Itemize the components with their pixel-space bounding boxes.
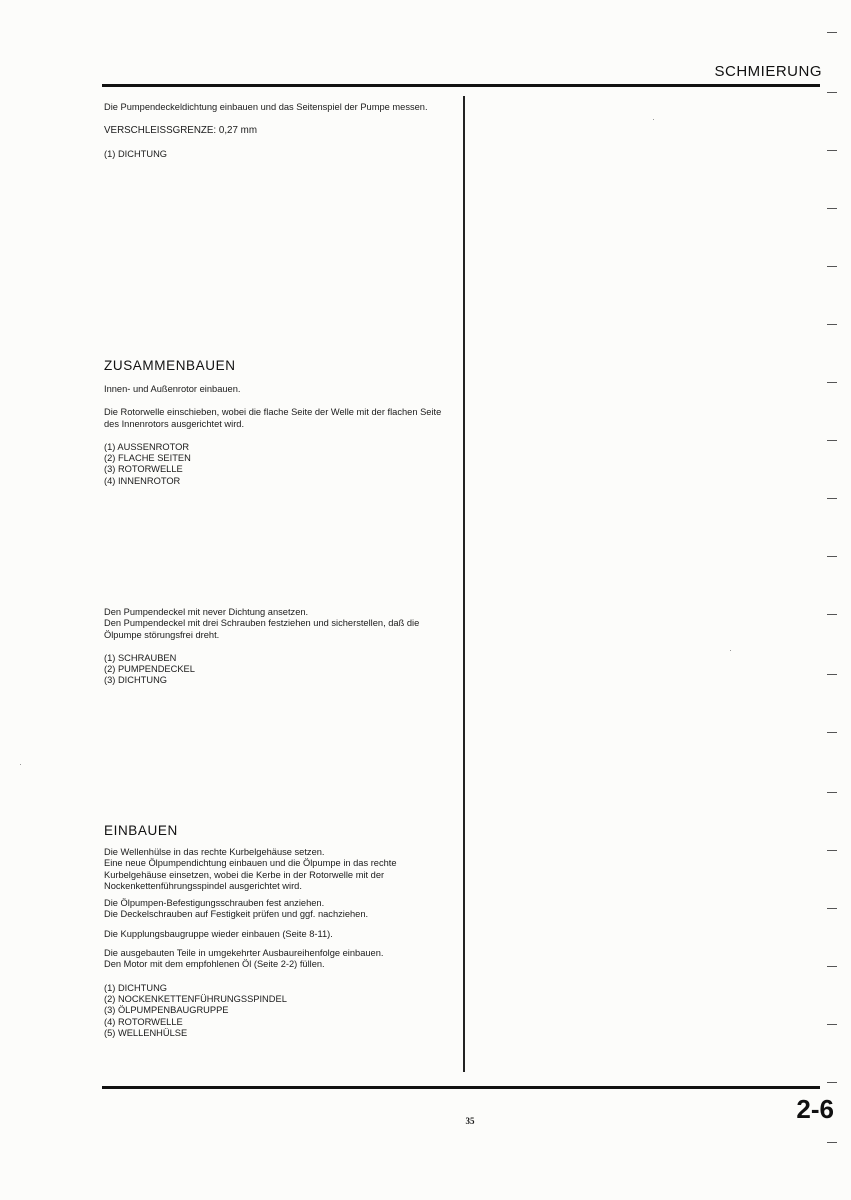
callout-item: (4) ROTORWELLE: [104, 1016, 183, 1027]
scan-mark: [827, 732, 837, 733]
install-p1: Die Wellenhülse in das rechte Kurbelgehäuse setzen.: [104, 847, 325, 857]
scan-mark: [827, 792, 837, 793]
scan-speck: [20, 764, 21, 765]
install-p5: Die Kupplungsbaugruppe wieder einbauen (Seite 8-11).: [104, 928, 333, 939]
callout-item: (1) AUSSENROTOR: [104, 441, 190, 452]
scan-mark: [827, 32, 837, 33]
assembly-text-1: [104, 384, 454, 487]
callout-item: (2) FLACHE SEITEN: [104, 453, 191, 464]
bottom-rule: [102, 1086, 820, 1089]
callout-item: (5) WELLENHÜLSE: [104, 1027, 188, 1038]
callout-item: (3) DICHTUNG: [104, 675, 168, 686]
intro-section: [104, 102, 454, 160]
scan-mark: [827, 850, 837, 851]
scan-mark: [827, 150, 837, 151]
scan-mark: [827, 908, 837, 909]
scan-mark: [827, 1024, 837, 1025]
assembly-heading: ZUSAMMENBAUEN: [104, 358, 236, 373]
callout-item: (3) ÖLPUMPENBAUGRUPPE: [104, 1005, 229, 1016]
scan-mark: [827, 556, 837, 557]
install-p3: Die Ölpumpen-Befestigungsschrauben fest anziehen.: [104, 898, 325, 909]
assembly-p4: Den Pumpendeckel mit drei Schrauben festziehen und sicherstellen, daß die Ölpumpe störungsfrei dreht.: [104, 618, 420, 640]
scan-speck: [653, 119, 654, 120]
scan-mark: [827, 674, 837, 675]
install-p2: Eine neue Ölpumpendichtung einbauen und die Ölpumpe in das rechte Kurbelgehäuse einsetzen, wobei die Kerbe in der Rotorwelle mit der Nockenkettenführungsspindel ausgerichtet wird.: [104, 858, 397, 891]
assembly-p2: Die Rotorwelle einschieben, wobei die flache Seite der Welle mit der flachen Seite des Innenrotors ausgerichtet wird.: [104, 407, 442, 429]
top-rule: [102, 84, 820, 87]
assembly-text-2: [104, 607, 454, 687]
install-p7: Den Motor mit dem empfohlenen Öl (Seite 2-2) füllen.: [104, 959, 325, 970]
scan-mark: [827, 208, 837, 209]
scan-mark: [827, 498, 837, 499]
assembly-p3: Den Pumpendeckel mit never Dichtung ansetzen.: [104, 607, 309, 617]
column-divider: [463, 96, 465, 1072]
install-text: [104, 847, 454, 1039]
callout-item: (2) PUMPENDECKEL: [104, 664, 195, 675]
page-number: 35: [465, 1116, 475, 1126]
install-heading: EINBAUEN: [104, 823, 178, 838]
callout-item: (1) SCHRAUBEN: [104, 652, 177, 663]
scan-mark: [827, 440, 837, 441]
header-title: SCHMIERUNG: [714, 63, 822, 80]
install-callouts: [104, 983, 454, 1039]
install-p6: Die ausgebauten Teile in umgekehrter Ausbaureihenfolge einbauen.: [104, 948, 384, 959]
scan-speck: [730, 650, 731, 651]
scan-mark: [827, 324, 837, 325]
wear-limit: VERSCHLEISSGRENZE: 0,27 mm: [104, 125, 257, 137]
assembly-p1: Innen- und Außenrotor einbauen.: [104, 384, 241, 394]
callout-item: (3) ROTORWELLE: [104, 464, 183, 475]
cover-callouts: [104, 653, 454, 687]
callout-item: (2) NOCKENKETTENFÜHRUNGSSPINDEL: [104, 993, 287, 1004]
section-number: 2-6: [796, 1094, 834, 1124]
intro-text: Die Pumpendeckeldichtung einbauen und das Seitenspiel der Pumpe messen.: [104, 102, 428, 112]
callout-item: (1) DICHTUNG: [104, 982, 168, 993]
intro-callouts: [104, 149, 454, 160]
scan-mark: [827, 614, 837, 615]
scan-mark: [827, 382, 837, 383]
assembly-callouts: [104, 442, 454, 487]
callout-item: (4) INNENROTOR: [104, 475, 181, 486]
scan-mark: [827, 266, 837, 267]
install-p4: Die Deckelschrauben auf Festigkeit prüfen und ggf. nachziehen.: [104, 909, 369, 920]
scan-mark: [827, 966, 837, 967]
callout-item: (1) DICHTUNG: [104, 148, 168, 159]
scan-mark: [827, 1142, 837, 1143]
scan-mark: [827, 92, 837, 93]
scan-mark: [827, 1082, 837, 1083]
